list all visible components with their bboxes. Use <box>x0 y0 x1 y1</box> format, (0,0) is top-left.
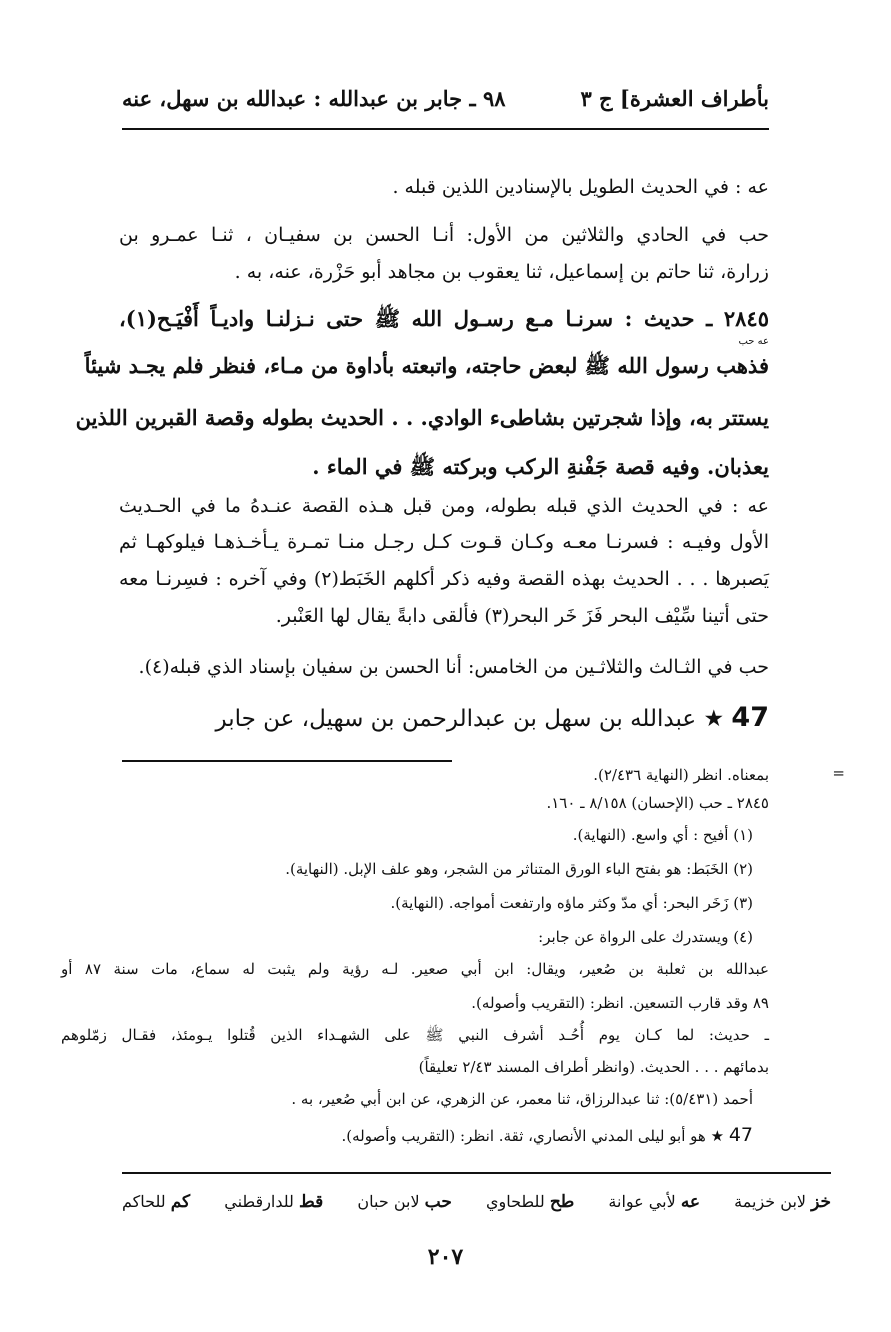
star-icon: ★ <box>710 1127 725 1145</box>
footnote-3: (٣) زَخَر البحر: أي مدّ وكثر ماؤه وارتفعت أمواجه. (النهاية). <box>390 894 753 912</box>
running-header-section: ٩٨ ـ جابر بن عبدالله : عبدالله بن سهل، عنه <box>122 86 506 111</box>
hadith-line-3: يستتر به، وإذا شجرتين بشاطىء الوادي. . . الحديث بطوله وقصة القبرين اللذين <box>75 405 769 430</box>
body-line-1: عه : في الحديث الطويل بالإسنادين اللذين قبله . <box>392 176 769 198</box>
footnote-rule <box>122 760 452 762</box>
footnote-continuation: بمعناه. انظر (النهاية ٢/٤٣٦). <box>593 766 769 784</box>
footer-rule <box>122 1172 831 1174</box>
abbreviation-key <box>122 1192 831 1212</box>
star-icon: ★ <box>703 706 725 732</box>
footnote-47-text: هو أبو ليلى المدني الأنصاري، ثقة. انظر: (التقريب وأصوله). <box>341 1127 706 1145</box>
footnote-2: (٢) الخَبَط: هو بفتح الباء الورق المتناثر من الشجر، وهو علف الإبل. (النهاية). <box>285 860 753 878</box>
hadith-line-1: ٢٨٤٥ ـ حديث : سرنـا مـع رسـول الله ﷺ حتى نـزلنـا واديـاً أَفْيَـح(١)، <box>119 306 769 331</box>
page-number: ٢٠٧ <box>427 1244 464 1270</box>
body-line-2: حب في الحادي والثلاثين من الأول: أنـا الحسن بن سفيـان ، ثنـا عمـرو بن <box>119 224 769 246</box>
footnote-47-number: 47 <box>728 1124 753 1146</box>
footnote-47 <box>53 1124 753 1146</box>
abbr-khuzaymah: خز لابن خزيمة <box>734 1192 831 1212</box>
footnote-1: (١) أفيح : أي واسع. (النهاية). <box>572 826 753 844</box>
abbr-hibban: حب لابن حبان <box>357 1192 452 1212</box>
body-line-4: عه : في الحديث الذي قبله بطوله، ومن قبل هـذه القصة عنـدهُ ما في الحـديث <box>119 495 769 517</box>
body-line-8: حب في الثـالث والثلاثـين من الخامس: أنا الحسن بن سفيان بإسناد الذي قبله(٤). <box>138 656 769 678</box>
abbr-tahawi: طح للطحاوي <box>485 1192 575 1212</box>
footnote-4-line-5: بدمائهم . . . الحديث. (وانظر أطراف المسند ٢/٤٣ تعليقاً) <box>418 1058 769 1076</box>
section-title: عبدالله بن سهل بن عبدالرحمن بن سهيل، عن جابر <box>215 706 697 732</box>
hadith-line-2: فذهب رسول الله ﷺ لبعض حاجته، واتبعته بأداوة من مـاء، فنظر فلم يجـد شيئاً <box>84 353 769 378</box>
abbr-daraqutni: قط للدارقطني <box>224 1192 324 1212</box>
running-header-book: بأطراف العشرة] ج ٣ <box>580 86 769 111</box>
abbr-awanah: عه لأبي عوانة <box>608 1192 701 1212</box>
body-line-3: زرارة، ثنا حاتم بن إسماعيل، ثنا يعقوب بن مجاهد أبو حَزْرة، عنه، به . <box>234 261 769 283</box>
footnote-source: ٢٨٤٥ ـ حب (الإحسان) ٨/١٥٨ ـ ١٦٠. <box>546 794 769 812</box>
footnote-4: (٤) ويستدرك على الرواة عن جابر: <box>538 928 753 946</box>
section-heading <box>216 702 769 733</box>
body-line-6: يَصبرها . . . الحديث بهذه القصة وفيه ذكر أكلهم الخَبَط(٢) وفي آخره : فسِرنـا معه <box>119 568 769 590</box>
body-line-7: حتى أتينا سِّيْف البحر فَزَ خَر البحر(٣) فألقى دابةً يقال لها العَنْبر. <box>275 605 769 627</box>
footnote-4-line-3: ٨٩ وقد قارب التسعين. انظر: (التقريب وأصوله). <box>471 994 769 1012</box>
footnote-4-line-2: عبدالله بن ثعلبة بن صُعير، ويقال: ابن أبي صعير. لـه رؤية ولم يثبت له سماع، مات سنة ٨٧ أو <box>61 960 770 978</box>
abbr-hakim: كم للحاكم <box>122 1192 191 1212</box>
body-line-5: الأول وفيـه : فسرنـا معـه وكـان قـوت كـل رجـل منـا تمـرة يـأخـذهـا فيلوكهـا ثم <box>119 531 769 553</box>
section-number: 47 <box>731 702 769 733</box>
hadith-margin-note: عه حب <box>738 336 769 347</box>
hadith-line-4: يعذبان. وفيه قصة جَفْنةِ الركب وبركته ﷺ في الماء . <box>312 454 769 479</box>
header-rule <box>122 128 769 130</box>
continuation-mark: = <box>832 764 845 782</box>
footnote-4-line-6: أحمد (٥/٤٣١): ثنا عبدالرزاق، ثنا معمر، عن الزهري، عن ابن أبي صُعير، به . <box>291 1090 753 1108</box>
footnote-4-line-4: ـ حديث: لما كـان يوم أُحُـد أشرف النبي ﷺ على الشهـداء الذين قُتلوا يـومئذ، فقـال زمّلوهم <box>61 1026 769 1044</box>
